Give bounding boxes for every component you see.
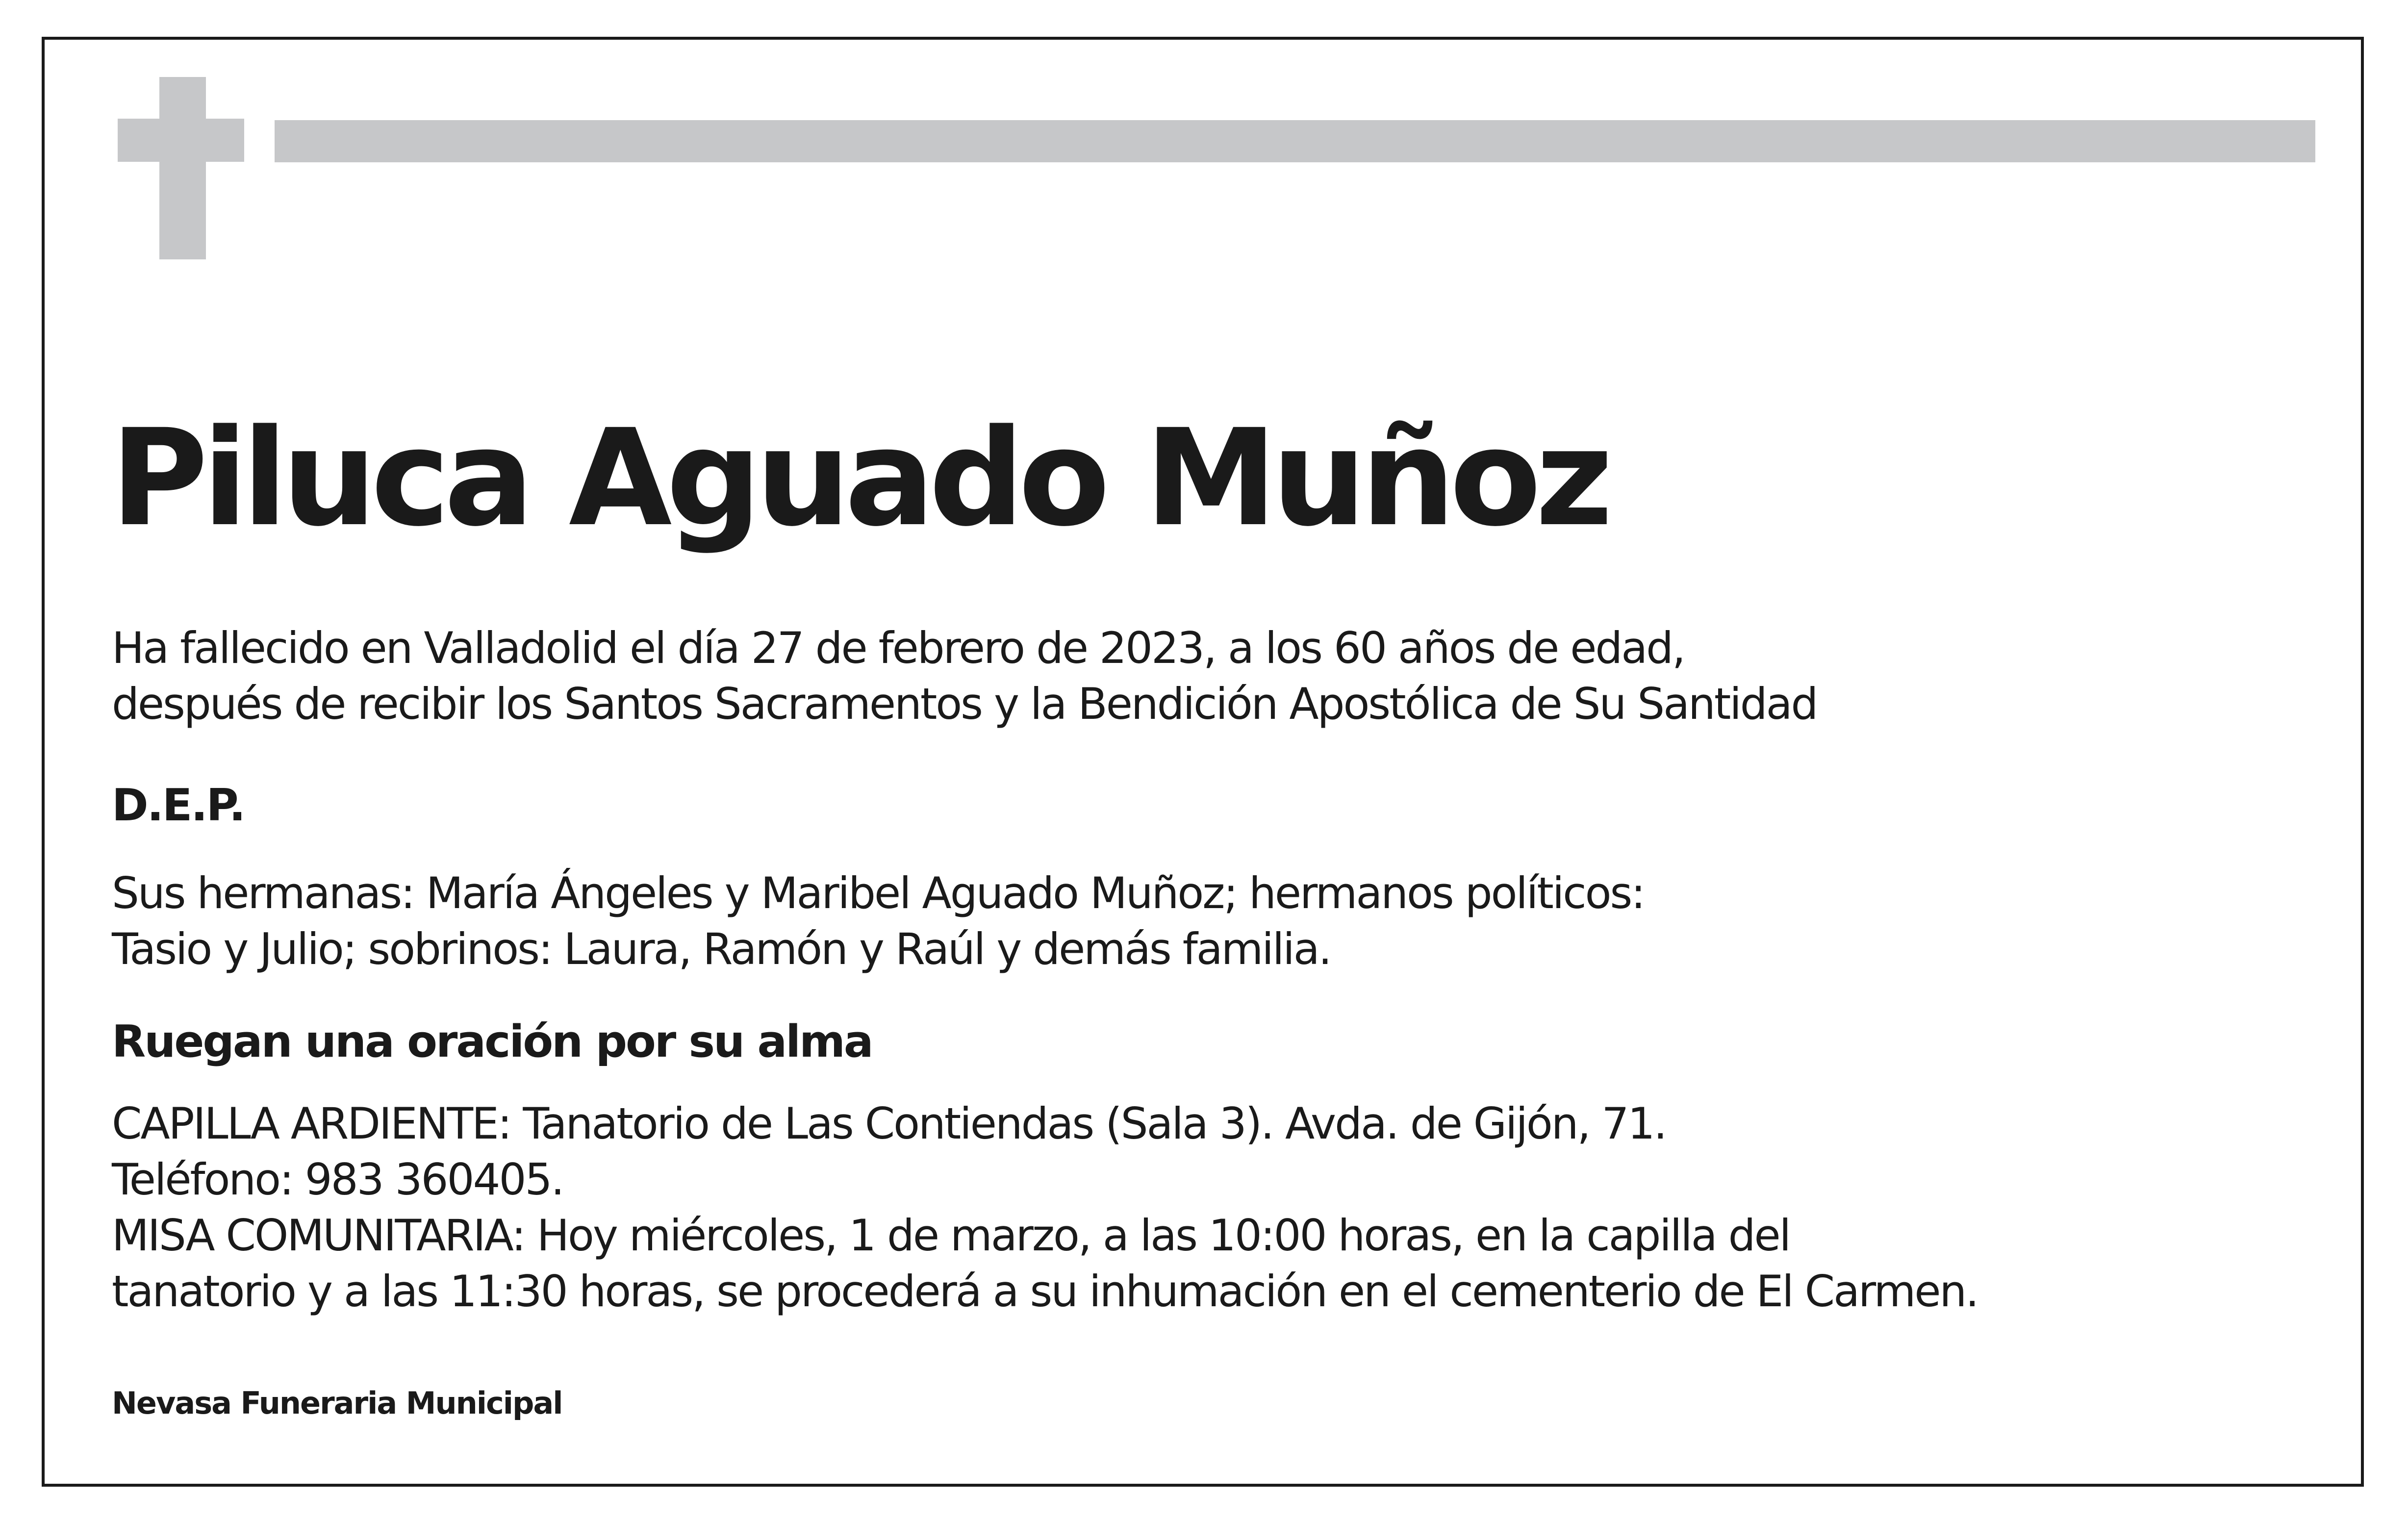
service-line: MISA COMUNITARIA: Hoy miércoles, 1 de marzo, a las 10:00 horas, en la capilla del bbox=[112, 1210, 1790, 1261]
cross-vertical-bar bbox=[159, 77, 206, 259]
service-line: tanatorio y a las 11:30 horas, se procederá a su inhumación en el cementerio de El Carmen. bbox=[112, 1266, 1978, 1317]
service-details bbox=[112, 1096, 1977, 1319]
prayer-request: Ruegan una oración por su alma bbox=[112, 1016, 872, 1067]
family-line: Tasio y Julio; sobrinos: Laura, Ramón y Raúl y demás familia. bbox=[112, 924, 1331, 974]
header-rule bbox=[275, 120, 2315, 162]
dep-label: D.E.P. bbox=[112, 780, 245, 831]
announcement-line: después de recibir los Santos Sacramentos y la Bendición Apostólica de Su Santidad bbox=[112, 679, 1817, 729]
deceased-name: Piluca Aguado Muñoz bbox=[110, 401, 1607, 556]
family-text bbox=[112, 865, 1644, 977]
funeral-home: Nevasa Funeraria Municipal bbox=[112, 1385, 562, 1421]
service-line: CAPILLA ARDIENTE: Tanatorio de Las Contiendas (Sala 3). Avda. de Gijón, 71. bbox=[112, 1098, 1666, 1149]
cross-horizontal-bar bbox=[118, 119, 244, 162]
family-line: Sus hermanas: María Ángeles y Maribel Aguado Muñoz; hermanos políticos: bbox=[112, 868, 1644, 918]
announcement-text bbox=[112, 620, 1817, 732]
announcement-line: Ha fallecido en Valladolid el día 27 de febrero de 2023, a los 60 años de edad, bbox=[112, 623, 1684, 673]
service-line: Teléfono: 983 360405. bbox=[112, 1154, 563, 1205]
